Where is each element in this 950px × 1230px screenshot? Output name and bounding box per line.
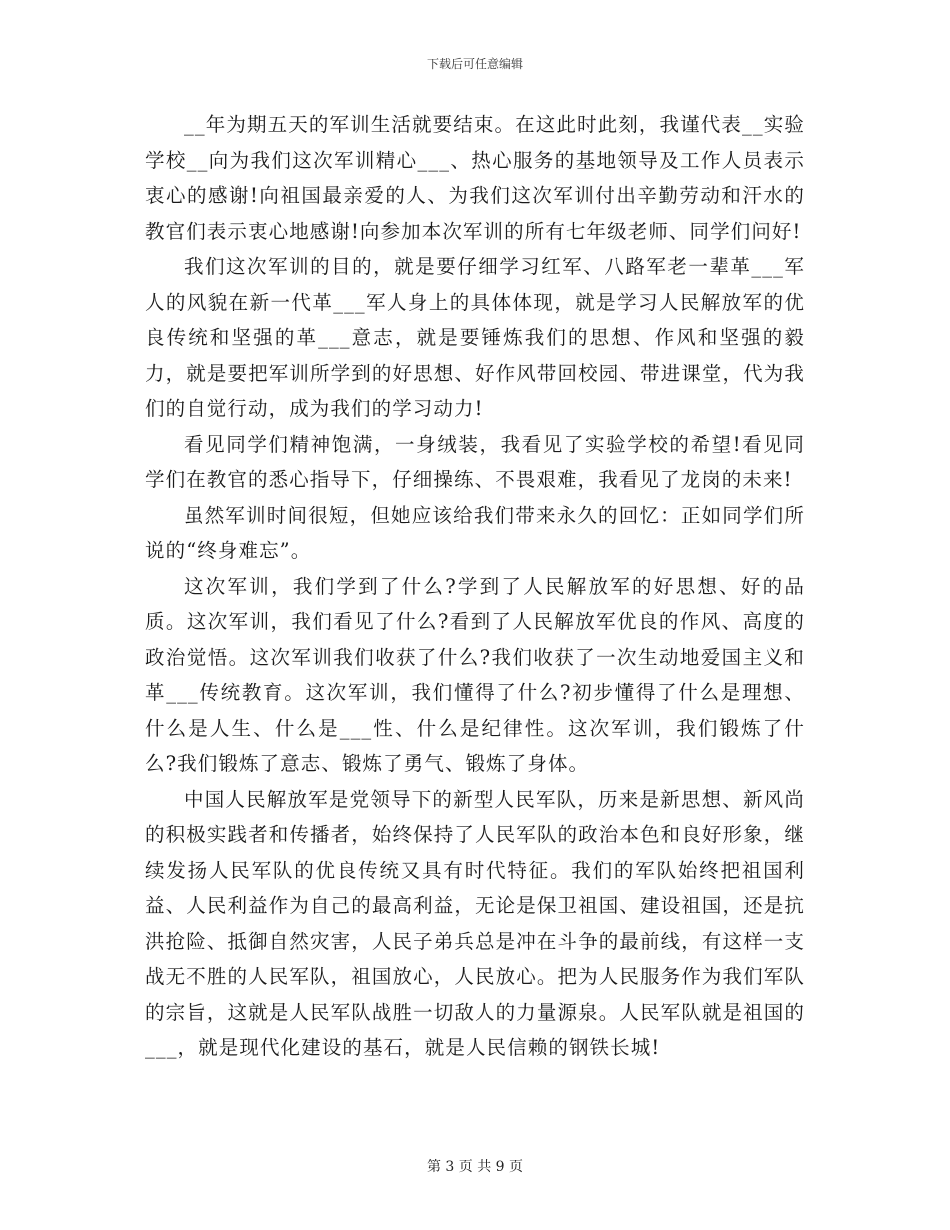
document-body — [145, 107, 805, 1066]
header-note: 下载后可任意编辑 — [426, 57, 523, 71]
page-number: 第 3 页 共 9 页 — [426, 1159, 524, 1175]
paragraph-5: 这次军训，我们学到了什么?学到了人民解放军的好思想、好的品质。这次军训，我们看见了什么?看到了人民解放军优良的作风、高度的政治觉悟。这次军训我们收获了什么?我们收获了一次生动地爱国主义和革___传统教育。这次军训，我们懂得了什么?初步懂得了什么是理想、什么是人生、什么是___性、什么是纪律性。这次军训，我们锻炼了什么?我们锻炼了意志、锻炼了勇气、锻炼了身体。 — [145, 574, 805, 775]
paragraph-6: 中国人民解放军是党领导下的新型人民军队，历来是新思想、新风尚的积极实践者和传播者，始终保持了人民军队的政治本色和良好形象，继续发扬人民军队的优良传统又具有时代特征。我们的军队始终把祖国利益、人民利益作为自己的最高利益，无论是保卫祖国、建设祖国，还是抗洪抢险、抵御自然灾害，人民子弟兵总是冲在斗争的最前线，有这样一支战无不胜的人民军队，祖国放心，人民放心。把为人民服务作为我们军队的宗旨，这就是人民军队战胜一切敌人的力量源泉。人民军队就是祖国的___，就是现代化建设的基石，就是人民信赖的钢铁长城! — [145, 787, 805, 1059]
paragraph-1: __年为期五天的军训生活就要结束。在这此时此刻，我谨代表__实验学校__向为我们这次军训精心___、热心服务的基地领导及工作人员表示衷心的感谢!向祖国最亲爱的人、为我们这次军训付出辛勤劳动和汗水的教官们表示衷心地感谢!向参加本次军训的所有七年级老师、同学们问好! — [145, 113, 805, 243]
paragraph-2: 我们这次军训的目的，就是要仔细学习红军、八路军老一辈革___军人的风貌在新一代革___军人身上的具体体现，就是学习人民解放军的优良传统和坚强的革___意志，就是要锤炼我们的思想、作风和坚强的毅力，就是要把军训所学到的好思想、好作风带回校园、带进课堂，代为我们的自觉行动，成为我们的学习动力! — [145, 255, 805, 420]
paragraph-3: 看见同学们精神饱满，一身绒装，我看见了实验学校的希望!看见同学们在教官的悉心指导下，仔细操练、不畏艰难，我看见了龙岗的未来! — [145, 432, 805, 491]
paragraph-4: 虽然军训时间很短，但她应该给我们带来永久的回忆：正如同学们所说的“终身难忘”。 — [145, 503, 805, 562]
